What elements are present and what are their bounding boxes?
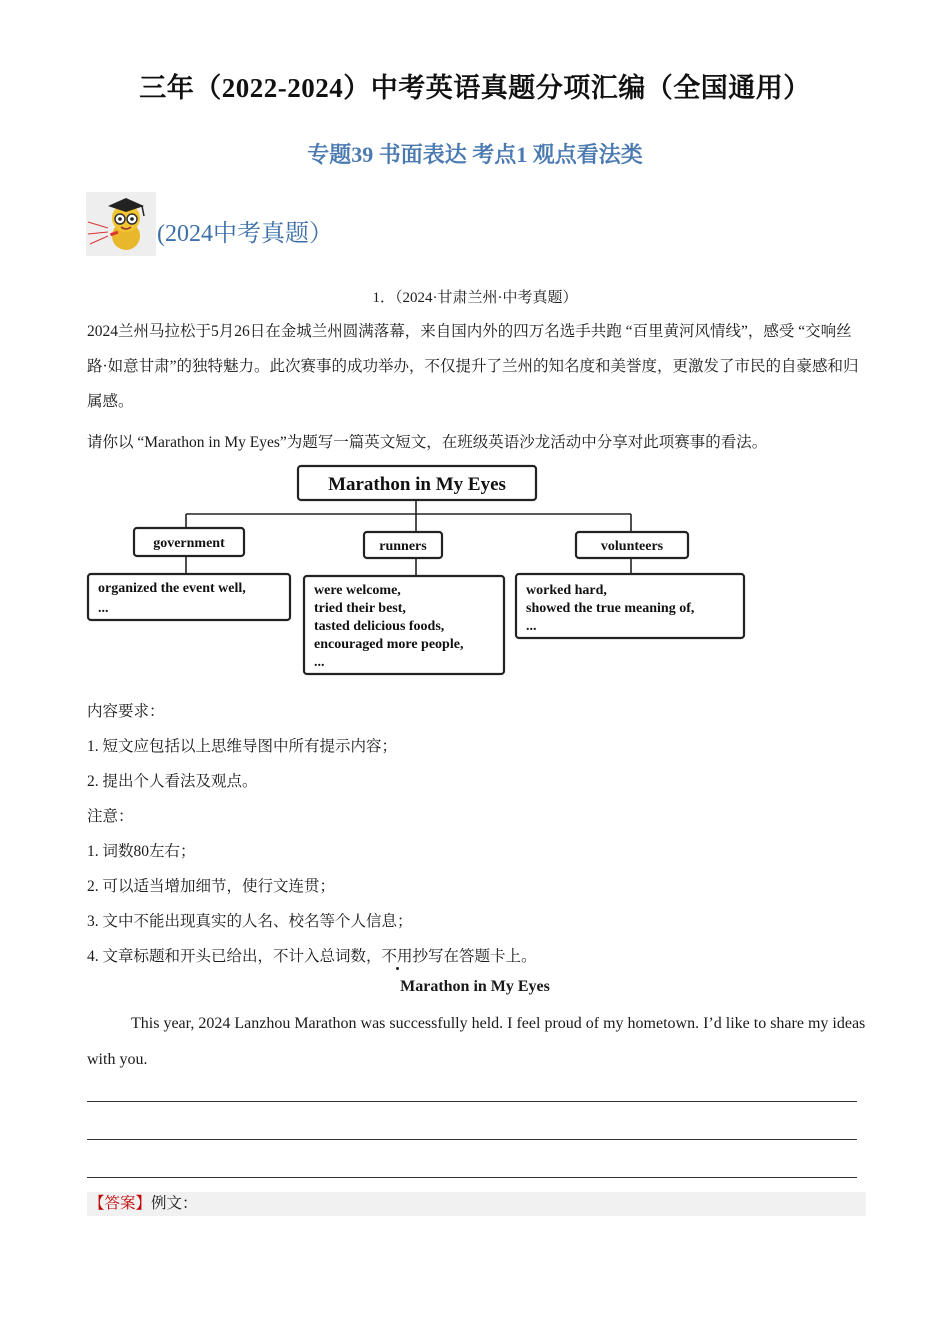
answer-bar — [87, 1192, 866, 1216]
mind-map — [86, 460, 756, 682]
mindmap-note-runners-3: encouraged more people, — [314, 637, 464, 652]
note-item-4-before: 4. 文章标题和开头已给出，不计入总词数， — [87, 948, 382, 965]
mindmap-note-runners-4: ... — [314, 655, 325, 670]
mascot-doctor-icon — [86, 192, 156, 256]
question-number: 1．（2024·甘肃兰州·中考真题） — [372, 290, 578, 306]
answer-blank-line-1 — [87, 1101, 857, 1102]
question-instruction: 请你以 “Marathon in My Eyes”为题写一篇英文短文，在班级英语沙龙活动中分享对此项赛事的看法。 — [87, 434, 768, 451]
mindmap-note-runners-0: were welcome, — [314, 583, 401, 598]
mindmap-note-government-1: ... — [98, 601, 109, 616]
note-item-2: 2. 可以适当增加细节，使行文连贯； — [87, 878, 336, 895]
note-item-1: 1. 词数80左右； — [87, 843, 196, 860]
answer-label: 例文： — [151, 1195, 198, 1212]
answer-tag: 【答案】 — [89, 1195, 152, 1212]
note-item-4-after: 抄写在答题卡上。 — [412, 948, 537, 965]
mindmap-note-runners-1: tried their best, — [314, 601, 406, 616]
mindmap-note-runners-2: tasted delicious foods, — [314, 619, 445, 634]
mindmap-note-volunteers-0: worked hard, — [526, 583, 607, 598]
requirement-item-2: 2. 提出个人看法及观点。 — [87, 773, 258, 790]
document-title: 三年（2022-2024）中考英语真题分项汇编（全国通用） — [139, 73, 811, 103]
note-item-4 — [87, 944, 867, 966]
answer-blank-line-2 — [87, 1139, 857, 1140]
essay-opening: This year, 2024 Lanzhou Marathon was successfully held. I feel proud of my hometown. I’d like to share my ideas with you. — [87, 1015, 866, 1068]
essay-title: Marathon in My Eyes — [400, 978, 550, 995]
mindmap-note-government-0: organized the event well, — [98, 581, 246, 596]
note-item-4-emphasis: 不用 — [381, 948, 413, 965]
requirement-item-1: 1. 短文应包括以上思维导图中所有提示内容； — [87, 738, 398, 755]
section-heading: (2024中考真题） — [157, 221, 333, 247]
answer-blank-line-3 — [87, 1177, 857, 1178]
mindmap-root-label: Marathon in My Eyes — [328, 474, 506, 495]
mindmap-note-volunteers-2: ... — [526, 619, 537, 634]
mindmap-branch-label-runners: runners — [379, 539, 427, 554]
requirements-title: 内容要求： — [87, 703, 165, 720]
mindmap-note-volunteers-1: showed the true meaning of, — [526, 601, 695, 616]
question-background: 2024兰州马拉松于5月26日在金城兰州圆满落幕，来自国内外的四万名选手共跑 “百里黄河风情线”，感受 “交响丝路·如意甘肃”的独特魅力。此次赛事的成功举办，不仅提升了兰州的知名度和美誉度，更激发了市民的自豪感和归属感。 — [87, 323, 859, 410]
mindmap-branch-label-volunteers: volunteers — [600, 539, 664, 554]
note-item-3: 3. 文中不能出现真实的人名、校名等个人信息； — [87, 913, 413, 930]
notes-title: 注意： — [87, 808, 134, 825]
mindmap-branch-label-government: government — [153, 536, 225, 551]
topic-subtitle: 专题39 书面表达 考点1 观点看法类 — [307, 142, 643, 167]
